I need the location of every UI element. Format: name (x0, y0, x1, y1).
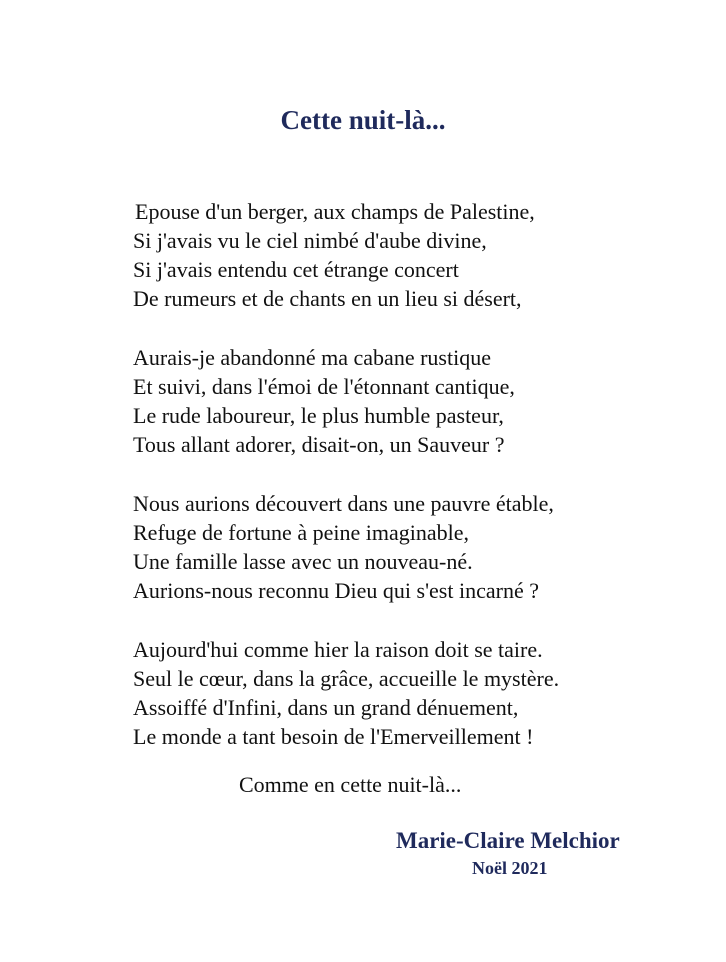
poem-line: Si j'avais vu le ciel nimbé d'aube divine, (133, 228, 487, 253)
poem-date: Noël 2021 (472, 858, 548, 878)
poem-line: Aurions-nous reconnu Dieu qui s'est incarné ? (133, 578, 539, 603)
stanza-3 (133, 489, 559, 605)
poem-line: Une famille lasse avec un nouveau-né. (133, 549, 473, 574)
poem-line: Epouse d'un berger, aux champs de Palestine, (135, 199, 535, 224)
poem-body (133, 197, 559, 751)
poem-title: Cette nuit-là... (280, 105, 446, 135)
poem-refrain: Comme en cette nuit-là... (239, 772, 462, 797)
stanza-2 (133, 343, 559, 459)
poem-line: Assoiffé d'Infini, dans un grand dénuement, (133, 695, 519, 720)
stanza-1 (133, 197, 559, 313)
author-name: Marie-Claire Melchior (396, 828, 620, 853)
poem-line: Et suivi, dans l'émoi de l'étonnant cantique, (133, 374, 515, 399)
poem-line: Aurais-je abandonné ma cabane rustique (133, 345, 491, 370)
poem-line: Si j'avais entendu cet étrange concert (133, 257, 459, 282)
stanza-4 (133, 635, 559, 751)
poem-line: Le monde a tant besoin de l'Emerveillement ! (133, 724, 534, 749)
poem-line: Seul le cœur, dans la grâce, accueille le mystère. (133, 666, 560, 691)
poem-line: Refuge de fortune à peine imaginable, (133, 520, 469, 545)
poem-line: Le rude laboureur, le plus humble pasteur, (133, 403, 504, 428)
poem-line: De rumeurs et de chants en un lieu si désert, (133, 286, 522, 311)
poem-line: Aujourd'hui comme hier la raison doit se taire. (133, 637, 543, 662)
poem-line: Tous allant adorer, disait-on, un Sauveur ? (133, 432, 505, 457)
poem-line: Nous aurions découvert dans une pauvre étable, (133, 491, 554, 516)
